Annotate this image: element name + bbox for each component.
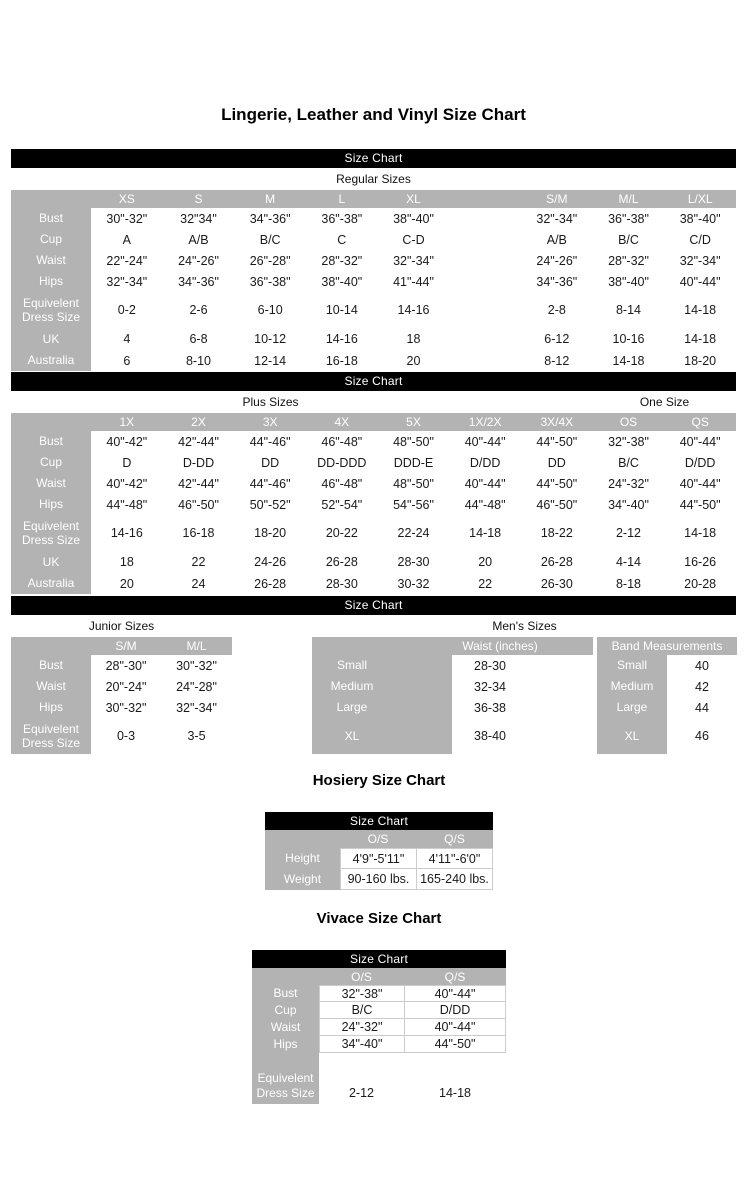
size-cell: 16-18 [325, 353, 358, 368]
size-cell: 8-10 [185, 353, 211, 368]
size-cell: 8-14 [615, 303, 641, 317]
size-cell: 10-16 [612, 332, 645, 346]
column-header: O/S [340, 830, 416, 848]
size-cell: 14-16 [397, 303, 430, 317]
column-header: S [163, 190, 235, 208]
size-cell: D [122, 455, 132, 470]
size-cell: DD [261, 455, 280, 470]
size-cell: 12-14 [254, 353, 287, 368]
size-cell: 14-18 [439, 1086, 471, 1100]
size-cell: 40"-44" [464, 434, 506, 449]
column-header [449, 190, 521, 208]
lingerie-size-chart-section [11, 149, 736, 754]
size-cell: D-DD [182, 455, 215, 470]
row-label: UK [11, 551, 91, 573]
size-cell: 40"-44" [404, 1019, 506, 1036]
hosiery-table [265, 830, 493, 890]
column-header: L/XL [664, 190, 736, 208]
column-header: Q/S [404, 968, 506, 985]
row-label: UK [11, 328, 91, 350]
size-cell: 4 [123, 332, 131, 346]
size-cell: 14-16 [325, 332, 358, 346]
size-cell: 14-18 [684, 526, 717, 540]
row-label: Waist [11, 473, 91, 494]
size-chart-bar: Size Chart [252, 950, 506, 968]
vivace-table [252, 968, 506, 1104]
size-cell: 36"-38" [608, 211, 649, 226]
column-header: 2X [163, 413, 235, 431]
mens-size-label: Large [597, 697, 667, 718]
size-cell: 20 [406, 353, 421, 368]
column-header: M/L [161, 637, 232, 655]
size-cell: 30-32 [397, 576, 430, 591]
column-header: Q/S [416, 830, 493, 848]
row-label: Hips [252, 1036, 319, 1053]
size-cell: 26-28 [325, 555, 358, 569]
size-cell: C/D [689, 232, 711, 247]
mens-waist-cell: 36-38 [474, 700, 506, 715]
size-cell: 14-18 [469, 526, 502, 540]
one-size-label: One Size [639, 395, 690, 409]
spacer-cell [404, 1053, 506, 1067]
size-cell: 38"-40" [608, 274, 649, 289]
mens-band-cell: 42 [695, 679, 709, 694]
row-label: Equivelent Dress Size [11, 718, 91, 754]
size-cell: 50"-52" [249, 497, 291, 512]
column-header: 5X [378, 413, 450, 431]
size-cell: 90-160 lbs. [340, 869, 416, 890]
size-cell: 38"-40" [321, 274, 363, 289]
size-cell: 38"-40" [393, 211, 434, 226]
size-cell: 42"-44" [178, 476, 219, 491]
size-cell: 34"-40" [319, 1036, 404, 1053]
mens-waist-cell: 38-40 [474, 729, 506, 743]
size-cell: 24"-32" [608, 476, 649, 491]
size-cell: B/C [259, 232, 281, 247]
size-cell: 24 [191, 576, 206, 591]
size-cell [449, 292, 521, 328]
size-cell: 165-240 lbs. [416, 869, 493, 890]
size-cell: A [122, 232, 131, 247]
size-cell: 2-12 [348, 1086, 375, 1100]
row-label: Cup [11, 229, 91, 250]
size-cell [449, 271, 521, 292]
size-cell: 22"-24" [106, 253, 148, 268]
size-cell: B/C [618, 232, 639, 247]
column-header: O/S [319, 968, 404, 985]
size-cell: 20 [478, 555, 493, 569]
size-cell: 6-8 [189, 332, 208, 346]
size-cell: 48"-50" [393, 434, 434, 449]
size-cell: A/B [188, 232, 209, 247]
column-header: 4X [306, 413, 378, 431]
size-cell: DDD-E [393, 455, 434, 470]
size-cell: 0-2 [117, 303, 136, 317]
size-cell: 18-20 [254, 526, 287, 540]
mens-band-cell: 40 [695, 658, 709, 673]
size-cell: 40"-44" [679, 274, 721, 289]
row-label: Equivelent Dress Size [11, 515, 91, 551]
size-cell: C-D [402, 232, 425, 247]
row-label: Waist [11, 250, 91, 271]
size-cell: 2-6 [189, 303, 208, 317]
size-cell: 20"-24" [105, 679, 147, 694]
size-cell: 22 [191, 555, 206, 569]
size-cell: 46"-50" [536, 497, 578, 512]
plus-sizes-table [11, 413, 736, 594]
size-cell [449, 208, 521, 229]
column-header: XS [91, 190, 163, 208]
size-chart-bar: Size Chart [265, 812, 493, 830]
size-cell: 8-12 [544, 353, 570, 368]
size-cell: 4'9"-5'11" [340, 848, 416, 869]
junior-sizes-label: Junior Sizes [88, 619, 155, 633]
size-cell: 6-12 [544, 332, 570, 346]
size-cell: B/C [319, 1002, 404, 1019]
mens-size-label: Medium [597, 676, 667, 697]
size-cell: C [337, 232, 347, 247]
size-cell: 46"-48" [321, 476, 363, 491]
size-cell: 26-28 [254, 576, 287, 591]
mens-waist-cell: 28-30 [474, 658, 506, 673]
size-cell: 22 [478, 576, 493, 591]
row-label: Hips [11, 271, 91, 292]
junior-sizes-table [11, 637, 232, 754]
row-label: Bust [11, 208, 91, 229]
mens-size-label: Small [597, 655, 667, 676]
row-label: Hips [11, 697, 91, 718]
column-header: M [234, 190, 306, 208]
corner-cell [11, 413, 91, 431]
regular-sizes-table [11, 190, 736, 371]
size-cell: 3-5 [187, 729, 206, 743]
hosiery-section [265, 771, 493, 890]
size-cell: 4'11"-6'0" [416, 848, 493, 869]
size-cell [449, 328, 521, 350]
size-cell: 44"-50" [679, 497, 721, 512]
row-label: Waist [11, 676, 91, 697]
size-cell: 16-26 [684, 555, 717, 569]
row-label: Cup [11, 452, 91, 473]
size-cell: 2-8 [547, 303, 566, 317]
size-cell: 18 [406, 332, 421, 346]
size-cell: 26"-28" [249, 253, 291, 268]
size-cell [449, 250, 521, 271]
size-cell: 44"-50" [404, 1036, 506, 1053]
column-header: M/L [593, 190, 665, 208]
size-cell: 41"-44" [393, 274, 434, 289]
column-header: 1X [91, 413, 163, 431]
size-cell: 32"-38" [319, 985, 404, 1002]
band-header: Band Measurements [597, 637, 737, 655]
column-header: 3X [234, 413, 306, 431]
size-cell: 44"-46" [249, 476, 291, 491]
size-cell: 40"-44" [404, 985, 506, 1002]
column-header: L [306, 190, 378, 208]
junior-mens-tables [11, 637, 736, 754]
size-cell: 30"-32" [106, 211, 148, 226]
row-label: Equivelent Dress Size [252, 1067, 319, 1104]
column-header: S/M [91, 637, 161, 655]
row-label: Height [265, 848, 340, 869]
size-cell: 40"-44" [679, 476, 721, 491]
mens-size-label: Small [312, 655, 452, 676]
size-cell: 44"-50" [536, 476, 578, 491]
column-header: S/M [521, 190, 593, 208]
size-cell: 20 [119, 576, 134, 591]
size-cell: 18 [119, 555, 134, 569]
size-cell: 32"-34" [536, 211, 578, 226]
size-cell: 42"-44" [178, 434, 219, 449]
size-cell: 18-22 [540, 526, 573, 540]
size-cell: 48"-50" [393, 476, 434, 491]
size-cell: 26-30 [540, 576, 573, 591]
vivace-section [252, 909, 506, 1104]
mens-size-label: Medium [312, 676, 452, 697]
size-cell: 0-3 [116, 729, 136, 743]
size-cell: 28"-30" [105, 658, 147, 673]
corner-cell [252, 968, 319, 985]
mens-size-label: Large [312, 697, 452, 718]
plus-one-size-label-row [11, 391, 736, 413]
size-cell: 32"-34" [393, 253, 434, 268]
corner-cell [265, 830, 340, 848]
row-label: Australia [11, 573, 91, 594]
size-cell: 24-26 [254, 555, 287, 569]
size-cell: 40"-42" [106, 476, 148, 491]
size-cell: 46"-50" [178, 497, 219, 512]
mens-sizes-table [312, 637, 737, 754]
size-cell: 32"-34" [679, 253, 721, 268]
size-cell: 6 [123, 353, 131, 368]
size-cell: 34"-36" [536, 274, 578, 289]
row-label: Hips [11, 494, 91, 515]
size-cell: 14-18 [684, 332, 717, 346]
size-cell: 28-30 [397, 555, 430, 569]
size-cell: 30"-32" [176, 658, 217, 673]
spacer-cell [319, 1053, 404, 1067]
size-cell: 2-12 [615, 526, 641, 540]
size-cell: 8-18 [615, 576, 641, 591]
size-cell: D/DD [404, 1002, 506, 1019]
waist-header: Waist (inches) [312, 637, 593, 655]
size-cell: 34"-36" [178, 274, 219, 289]
size-cell: 24"-26" [536, 253, 578, 268]
size-cell: 20-28 [684, 576, 717, 591]
column-header: QS [664, 413, 736, 431]
size-cell: 22-24 [397, 526, 430, 540]
size-cell: 10-14 [325, 303, 358, 317]
size-cell: 32"-34" [106, 274, 148, 289]
row-label: Australia [11, 350, 91, 371]
size-cell: D/DD [469, 455, 501, 470]
size-cell: 54"-56" [393, 497, 434, 512]
size-cell: 36"-38" [249, 274, 291, 289]
size-cell: 44"-48" [106, 497, 148, 512]
plus-sizes-label: Plus Sizes [242, 395, 299, 409]
mens-waist-cell: 32-34 [474, 679, 506, 694]
column-header: 1X/2X [449, 413, 521, 431]
size-cell: 14-18 [684, 303, 717, 317]
column-header: XL [378, 190, 450, 208]
mens-size-label: XL [597, 718, 667, 754]
size-cell: 52"-54" [321, 497, 363, 512]
size-cell: 28"-32" [608, 253, 649, 268]
size-cell: 32"-34" [176, 700, 217, 715]
size-cell: 14-16 [110, 526, 143, 540]
size-cell: 24"-32" [319, 1019, 404, 1036]
size-cell [449, 350, 521, 371]
size-cell: 40"-44" [679, 434, 721, 449]
size-cell: 40"-42" [106, 434, 148, 449]
regular-sizes-label: Regular Sizes [336, 172, 411, 186]
size-cell: 46"-48" [321, 434, 363, 449]
size-cell: 28"-32" [321, 253, 363, 268]
mens-sizes-label: Men's Sizes [492, 619, 557, 633]
page-title: Lingerie, Leather and Vinyl Size Chart [221, 105, 526, 124]
size-cell: 16-18 [182, 526, 215, 540]
size-cell: 32"-38" [608, 434, 649, 449]
row-label: Bust [11, 431, 91, 452]
size-chart-bar: Size Chart [11, 596, 736, 615]
size-cell: 44"-46" [249, 434, 291, 449]
size-cell [449, 229, 521, 250]
size-cell: B/C [618, 455, 639, 470]
row-label: Weight [265, 869, 340, 890]
size-cell: 32"34" [180, 211, 217, 226]
mens-band-cell: 44 [695, 700, 709, 715]
row-label: Bust [11, 655, 91, 676]
size-cell: 34"-36" [249, 211, 291, 226]
corner-cell [11, 190, 91, 208]
size-cell: 44"-48" [464, 497, 506, 512]
row-label: Waist [252, 1019, 319, 1036]
size-cell: 36"-38" [321, 211, 363, 226]
size-cell: 4-14 [615, 555, 641, 569]
size-cell: 28-30 [325, 576, 358, 591]
size-cell: 18-20 [684, 353, 717, 368]
size-cell: 6-10 [257, 303, 283, 317]
size-cell: 38"-40" [679, 211, 721, 226]
size-chart-bar: Size Chart [11, 372, 736, 391]
size-cell: 24"-26" [178, 253, 219, 268]
size-cell: A/B [546, 232, 567, 247]
row-label: Bust [252, 985, 319, 1002]
size-cell: 24"-28" [176, 679, 217, 694]
hosiery-heading: Hosiery Size Chart [312, 772, 446, 789]
size-cell: 30"-32" [105, 700, 147, 715]
size-cell: 40"-44" [464, 476, 506, 491]
size-cell: DD-DDD [317, 455, 367, 470]
mens-size-label: XL [312, 718, 452, 754]
corner-cell [11, 637, 91, 655]
spacer-label-cell [252, 1053, 319, 1067]
junior-mens-label-row [11, 615, 736, 637]
size-cell: 44"-50" [536, 434, 578, 449]
row-label: Equivelent Dress Size [11, 292, 91, 328]
size-chart-bar: Size Chart [11, 149, 736, 168]
size-cell: 34"-40" [608, 497, 649, 512]
size-cell: 14-18 [612, 353, 645, 368]
size-cell: DD [547, 455, 566, 470]
column-header: 3X/4X [521, 413, 593, 431]
column-header: OS [593, 413, 665, 431]
vivace-heading: Vivace Size Chart [316, 910, 442, 927]
row-label: Cup [252, 1002, 319, 1019]
mens-band-cell: 46 [695, 729, 709, 743]
size-cell: 26-28 [540, 555, 573, 569]
size-cell: 20-22 [325, 526, 358, 540]
size-cell: D/DD [684, 455, 716, 470]
size-cell: 10-12 [254, 332, 287, 346]
